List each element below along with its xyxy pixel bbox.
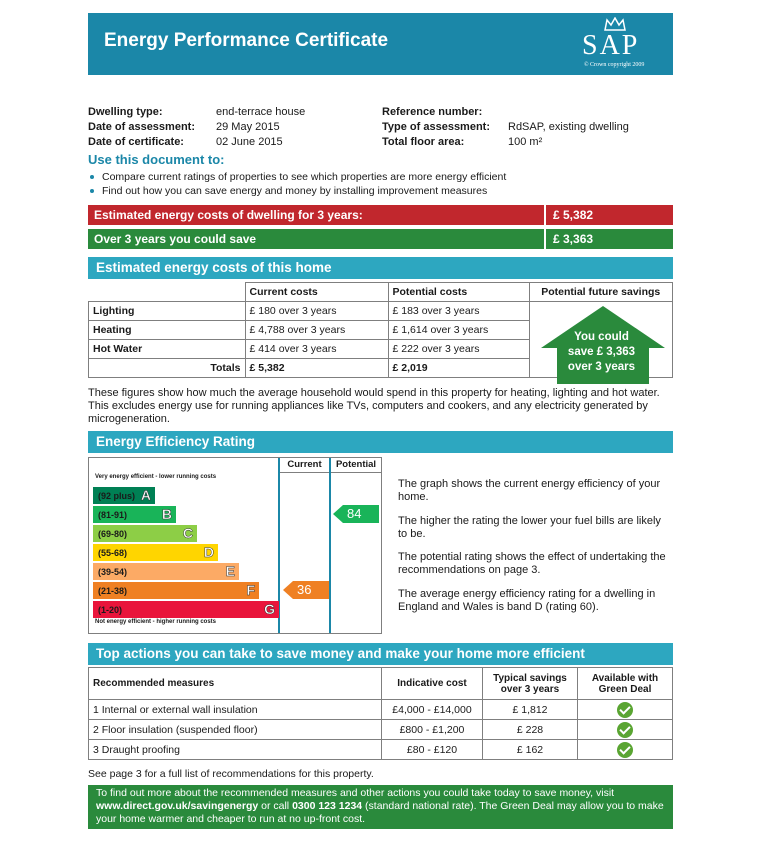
band-letter: G — [264, 601, 275, 617]
band-range: (81-91) — [98, 510, 128, 520]
table-row — [89, 740, 673, 760]
saving: £ 162 — [483, 740, 578, 760]
save-summary-label: Over 3 years you could save — [94, 232, 257, 246]
sap-logo: SAP — [582, 30, 640, 61]
green-deal-header: Available with Green Deal — [578, 668, 673, 700]
page-title: Energy Performance Certificate — [104, 30, 389, 51]
band-range: (55-68) — [98, 548, 128, 558]
current-col-header: Current — [280, 458, 329, 473]
saving: £ 1,812 — [483, 700, 578, 720]
green-deal-cell — [578, 720, 673, 740]
cost: £800 - £1,200 — [382, 720, 483, 740]
rating-para: The potential rating shows the effect of undertaking the recommendations on page 3. — [398, 551, 666, 576]
band-range: (69-80) — [98, 529, 128, 539]
rating-band-c — [93, 525, 197, 542]
assessment-date-label: Date of assessment: — [88, 121, 195, 133]
cost-summary-value: £ 5,382 — [553, 208, 594, 222]
table-row — [89, 720, 673, 740]
potential-rating-value: 84 — [347, 506, 362, 521]
current-cost: £ 414 over 3 years — [245, 340, 388, 359]
rating-para: The higher the rating the lower your fuel bills are likely to be. — [398, 515, 661, 540]
reference-label: Reference number: — [382, 106, 483, 118]
row-label: Heating — [89, 321, 246, 340]
assessment-type-value: RdSAP, existing dwelling — [508, 121, 629, 133]
footer-phone: 0300 123 1234 — [292, 800, 363, 812]
band-letter: E — [225, 563, 235, 579]
costs-heading-text: Estimated energy costs of this home — [96, 260, 332, 275]
footer-text-a: To find out more about the recommended measures and other actions you could take today to save money, visit — [96, 787, 615, 799]
actions-table — [88, 667, 673, 760]
totals-label: Totals — [89, 359, 246, 378]
costs-note: These figures show how much the average household would spend in this property for heating, lighting and hot water. This excludes energy use for running appliances like TVs, computers and cookers, and any electricity generated by microgeneration. — [88, 387, 660, 425]
green-deal-cell — [578, 740, 673, 760]
total-potential: £ 2,019 — [388, 359, 529, 378]
current-cost: £ 4,788 over 3 years — [245, 321, 388, 340]
see-more-note: See page 3 for a full list of recommendations for this property. — [88, 768, 374, 780]
future-savings-header: Potential future savings — [529, 283, 673, 302]
cost-header: Indicative cost — [382, 668, 483, 700]
measure: 2 Floor insulation (suspended floor) — [89, 720, 382, 740]
savings-arrow-text — [530, 330, 674, 375]
cost-summary-label: Estimated energy costs of dwelling for 3 years: — [94, 208, 363, 222]
savings-header: Typical savings over 3 years — [483, 668, 578, 700]
bullet-icon — [90, 189, 94, 193]
potential-rating-arrow — [333, 505, 379, 528]
current-cost: £ 180 over 3 years — [245, 302, 388, 321]
footer-link[interactable]: www.direct.gov.uk/savingenergy — [96, 800, 259, 812]
rating-heading-text: Energy Efficiency Rating — [96, 434, 256, 449]
current-costs-header: Current costs — [245, 283, 388, 302]
crown-icon — [604, 17, 626, 31]
footer-text-b: or call — [258, 800, 293, 812]
rating-band-g — [93, 601, 279, 618]
certificate-date-label: Date of certificate: — [88, 136, 184, 148]
band-letter: F — [246, 582, 255, 598]
bottom-note: Not energy efficient - higher running costs — [95, 619, 217, 625]
use-heading: Use this document to: — [88, 152, 225, 167]
empty-header — [89, 283, 246, 302]
green-deal-cell — [578, 700, 673, 720]
bullet-icon — [90, 175, 94, 179]
copyright: © Crown copyright 2009 — [584, 62, 645, 68]
chart-divider — [329, 458, 331, 633]
footer-text — [88, 785, 673, 826]
potential-col-header: Potential — [331, 458, 381, 473]
check-icon — [617, 742, 633, 758]
rating-chart — [88, 457, 382, 634]
row-label: Lighting — [89, 302, 246, 321]
rating-band-d — [93, 544, 218, 561]
potential-cost: £ 222 over 3 years — [388, 340, 529, 359]
measure: 1 Internal or external wall insulation — [89, 700, 382, 720]
rating-band-e — [93, 563, 239, 580]
check-icon — [617, 702, 633, 718]
measure: 3 Draught proofing — [89, 740, 382, 760]
current-rating-arrow — [283, 581, 329, 604]
rating-band-a — [93, 487, 155, 504]
top-note: Very energy efficient - lower running costs — [95, 474, 217, 480]
saving: £ 228 — [483, 720, 578, 740]
band-letter: B — [161, 506, 172, 522]
bullet-text: Find out how you can save energy and money by installing improvement measures — [102, 185, 488, 197]
actions-section-heading — [88, 643, 673, 665]
savings-line: over 3 years — [567, 361, 636, 373]
table-row — [89, 700, 673, 720]
cost-summary-bar — [88, 205, 673, 225]
band-range: (92 plus) — [98, 491, 136, 501]
footer-text-c: (standard national rate). The Green Deal may allow you to make your home warmer and cheaper to run at no up-front cost. — [96, 800, 664, 825]
cost: £80 - £120 — [382, 740, 483, 760]
measures-header: Recommended measures — [89, 668, 382, 700]
table-header-row — [89, 668, 673, 700]
band-range: (39-54) — [98, 567, 128, 577]
band-range: (1-20) — [98, 605, 123, 615]
rating-section-heading — [88, 431, 673, 453]
actions-heading-text: Top actions you can take to save money and make your home more efficient — [96, 646, 585, 661]
potential-costs-header: Potential costs — [388, 283, 529, 302]
divider — [544, 205, 546, 225]
savings-line: You could — [574, 331, 629, 343]
cost: £4,000 - £14,000 — [382, 700, 483, 720]
band-range: (21-38) — [98, 586, 128, 596]
table-header-row — [89, 283, 673, 302]
table-row — [89, 302, 673, 321]
save-summary-bar — [88, 229, 673, 249]
save-summary-value: £ 3,363 — [553, 232, 594, 246]
potential-cost: £ 183 over 3 years — [388, 302, 529, 321]
costs-section-heading — [88, 257, 673, 279]
assessment-type-label: Type of assessment: — [382, 121, 491, 133]
costs-table — [88, 282, 673, 378]
band-letter: A — [140, 487, 151, 503]
use-bullets — [90, 171, 670, 201]
current-rating-value: 36 — [297, 582, 312, 597]
bullet-item — [90, 171, 506, 183]
floor-area-label: Total floor area: — [382, 136, 465, 148]
band-letter: D — [203, 544, 214, 560]
header-banner — [88, 13, 673, 75]
rating-para: The graph shows the current energy efficiency of your home. — [398, 478, 661, 503]
bullet-item — [90, 185, 487, 197]
divider — [544, 229, 546, 249]
dwelling-type-label: Dwelling type: — [88, 106, 163, 118]
savings-line: save £ 3,363 — [567, 346, 636, 358]
total-current: £ 5,382 — [245, 359, 388, 378]
floor-area-value: 100 m² — [508, 136, 543, 148]
assessment-date-value: 29 May 2015 — [216, 121, 280, 133]
rating-para: The average energy efficiency rating for a dwelling in England and Wales is band D (rating 60). — [398, 588, 656, 613]
savings-arrow-cell — [529, 302, 673, 378]
rating-band-b — [93, 506, 176, 523]
footer-banner — [88, 785, 673, 829]
row-label: Hot Water — [89, 340, 246, 359]
dwelling-type-value: end-terrace house — [216, 106, 306, 118]
rating-band-f — [93, 582, 259, 599]
certificate-date-value: 02 June 2015 — [216, 136, 283, 148]
bullet-text: Compare current ratings of properties to see which properties are more energy efficient — [102, 171, 507, 183]
check-icon — [617, 722, 633, 738]
potential-cost: £ 1,614 over 3 years — [388, 321, 529, 340]
band-letter: C — [182, 525, 193, 541]
